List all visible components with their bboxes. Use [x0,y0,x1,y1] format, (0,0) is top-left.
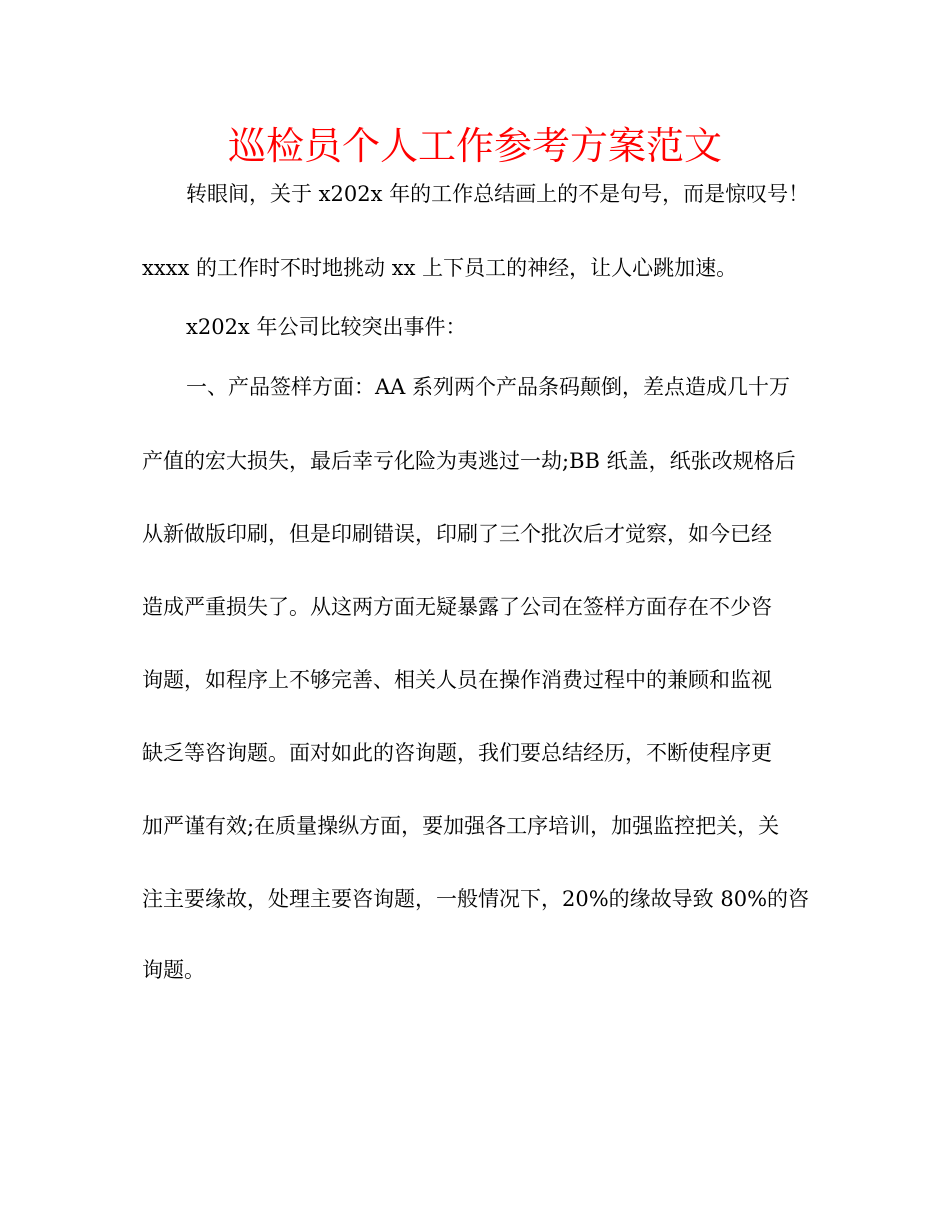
paragraph-line: 产值的宏大损失，最后幸亏化险为夷逃过一劫;BB 纸盖，纸张改规格后 [142,449,796,473]
paragraph-line: 询题。 [142,958,205,982]
paragraph-line: 注主要缘故，处理主要咨询题，一般情况下，20%的缘故导致 80%的咨 [142,887,810,911]
paragraph-line: 加严谨有效;在质量操纵方面，要加强各工序培训，加强监控把关，关 [142,814,780,838]
paragraph-line: 从新做版印刷，但是印刷错误，印刷了三个批次后才觉察，如今已经 [142,522,772,546]
paragraph-line: 询题，如程序上不够完善、相关人员在操作消费过程中的兼顾和监视 [142,668,772,692]
paragraph-line: 缺乏等咨询题。面对如此的咨询题，我们要总结经历，不断使程序更 [142,741,772,765]
paragraph-line: 转眼间，关于 x202x 年的工作总结画上的不是句号，而是惊叹号！ [186,182,810,206]
document-title: 巡检员个人工作参考方案范文 [227,124,722,168]
paragraph-line: x202x 年公司比较突出事件： [186,315,467,339]
paragraph-line: 造成严重损失了。从这两方面无疑暴露了公司在签样方面存在不少咨 [142,595,772,619]
paragraph-line: xxxx 的工作时不时地挑动 xx 上下员工的神经，让人心跳加速。 [142,256,738,280]
paragraph-line: 一、产品签样方面：AA 系列两个产品条码颠倒，差点造成几十万 [186,375,791,399]
